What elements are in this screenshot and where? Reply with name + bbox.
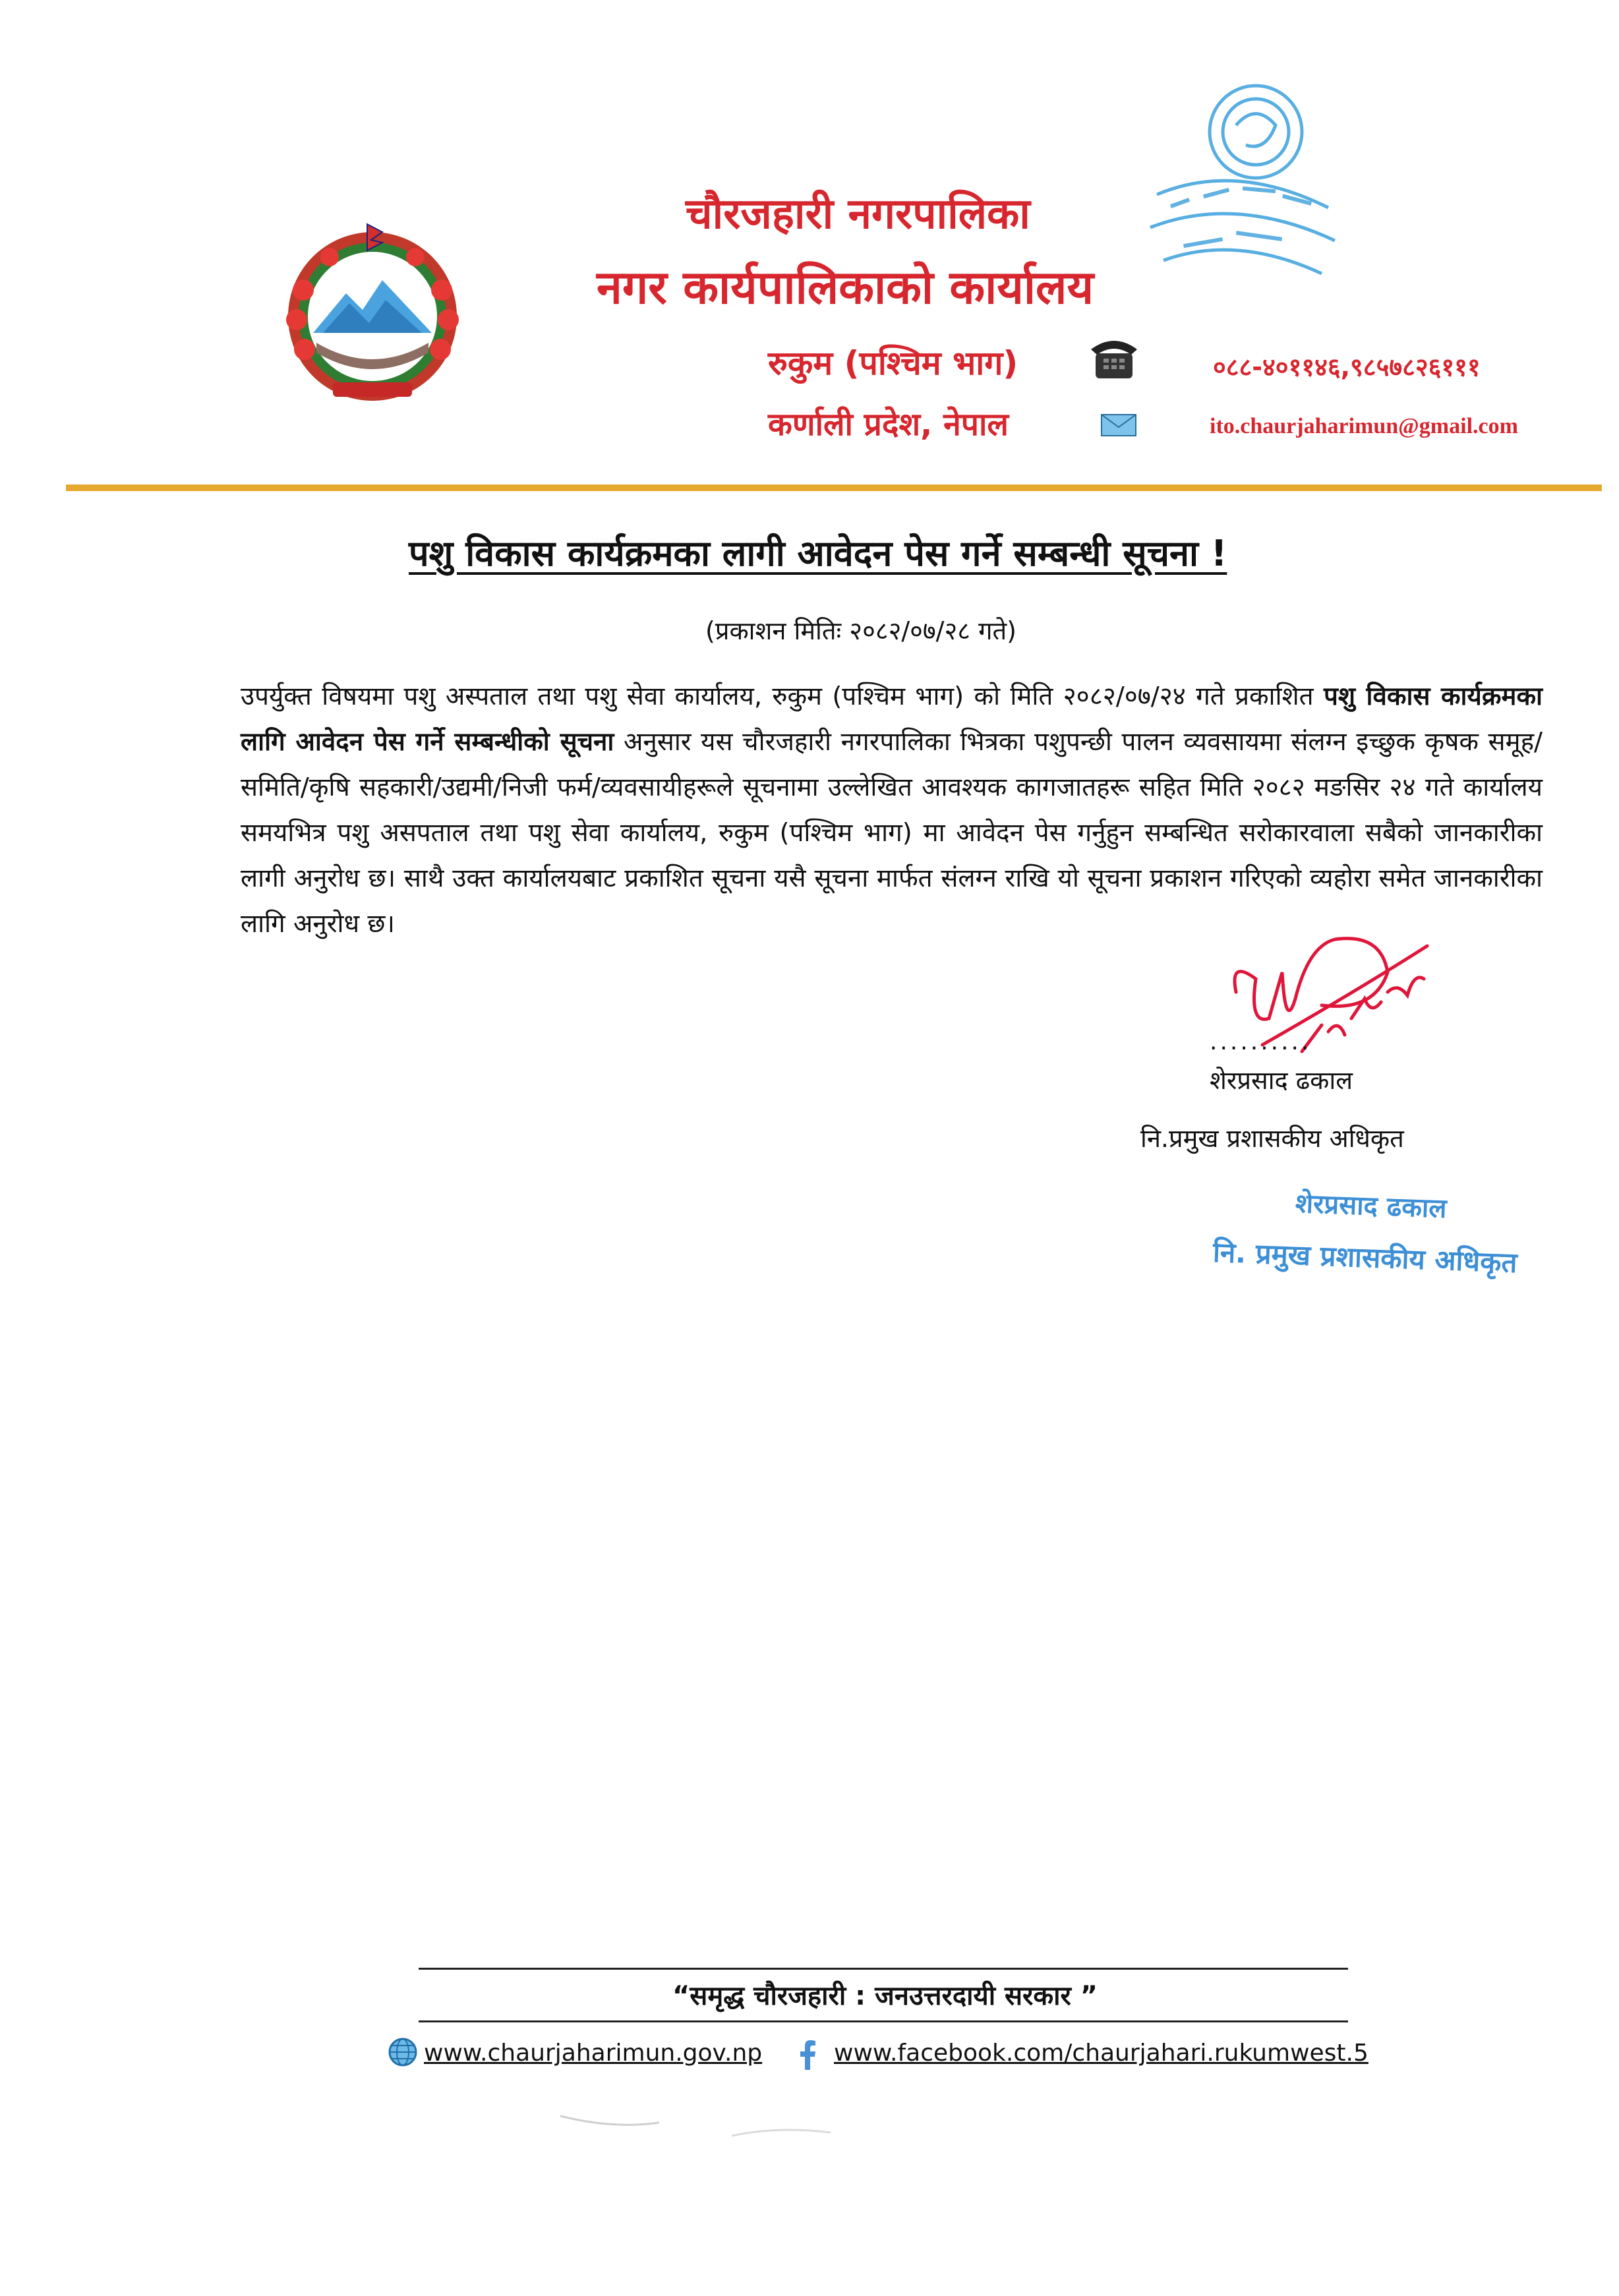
- facebook-link[interactable]: www.facebook.com/chaurjahari.rukumwest.5: [834, 2040, 1369, 2067]
- slogan: “समृद्ध चौरजहारी : जनउत्तरदायी सरकार ”: [672, 1981, 1098, 2011]
- email-address[interactable]: ito.chaurjaharimun@gmail.com: [1210, 414, 1518, 438]
- envelope-icon: [1101, 414, 1136, 436]
- province: कर्णाली प्रदेश, नेपाल: [768, 406, 1009, 443]
- body-text-part2: अनुसार यस चौरजहारी नगरपालिका भित्रका पशुपन्छी पालन व्यवसायमा संलग्न इच्छुक कृषक समूह/समिति/कृषि सहकारी/उद्यमी/निजी फर्म/व्यवसायीहरूले सूचनामा उल्लेखित आवश्यक कागजातहरू सहित मिति २०८२ मङसिर २४ गते कार्यालय समयभित्र पशु असपताल तथा पशु सेवा कार्यालय, रुकुम (पश्चिम भाग) मा आवेदन पेस गर्नुहुन सम्बन्धित सरोकारवाला सबैको जानकारीका लागी अनुरोध छ। साथै उक्त कार्यालयबाट प्रकाशित सूचना यसै सूचना मार्फत संलग्न राखि यो सूचना प्रकाशन गरिएको व्यहोरा समेत जानकारीका लागि अनुरोध छ।: [241, 727, 1543, 939]
- footer-line-top: [419, 1968, 1348, 1970]
- stamp-post: नि. प्रमुख प्रशासकीय अधिकृत: [1212, 1235, 1518, 1280]
- stamp-name: शेरप्रसाद ढकाल: [1295, 1189, 1448, 1224]
- publication-date: (प्रकाशन मितिः २०८२/०७/२८ गते): [705, 616, 1016, 645]
- body-text-part1: उपर्युक्त विषयमा पशु अस्पताल तथा पशु सेवा कार्यालय, रुकुम (पश्चिम भाग) को मिति २०८२/०७/२४ गते प्रकाशित: [241, 682, 1324, 711]
- globe-icon: [388, 2037, 418, 2067]
- facebook-icon: [798, 2040, 817, 2070]
- signer-post: नि.प्रमुख प्रशासकीय अधिकृत: [1140, 1124, 1404, 1153]
- notice-title: पशु विकास कार्यक्रमका लागी आवेदन पेस गर्ने सम्बन्धी सूचना !: [409, 533, 1227, 574]
- website-link[interactable]: www.chaurjaharimun.gov.np: [424, 2040, 763, 2067]
- phone-number: ०८८-४०११४६,९८५७८२६१११: [1213, 353, 1481, 382]
- scan-artifact: [560, 2103, 837, 2142]
- body-text-bold: पशु विकास कार्यक्रमका लागि आवेदन पेस गर्ने सम्बन्धीको सूचना: [241, 682, 1543, 757]
- telephone-icon: [1088, 335, 1140, 381]
- signature-dots: ..........: [1210, 1028, 1312, 1055]
- office-name: नगर कार्यपालिकाको कार्यालय: [597, 260, 1094, 314]
- district: रुकुम (पश्चिम भाग): [768, 344, 1018, 382]
- header-divider: [66, 485, 1602, 491]
- org-name: चौरजहारी नगरपालिका: [686, 190, 1030, 239]
- nepal-emblem-icon: [277, 218, 468, 409]
- footer-line-bottom: [419, 2020, 1348, 2022]
- notice-body: [241, 674, 1543, 947]
- office-seal-stamp: [1131, 69, 1348, 307]
- signer-name: शेरप्रसाद ढकाल: [1210, 1066, 1353, 1095]
